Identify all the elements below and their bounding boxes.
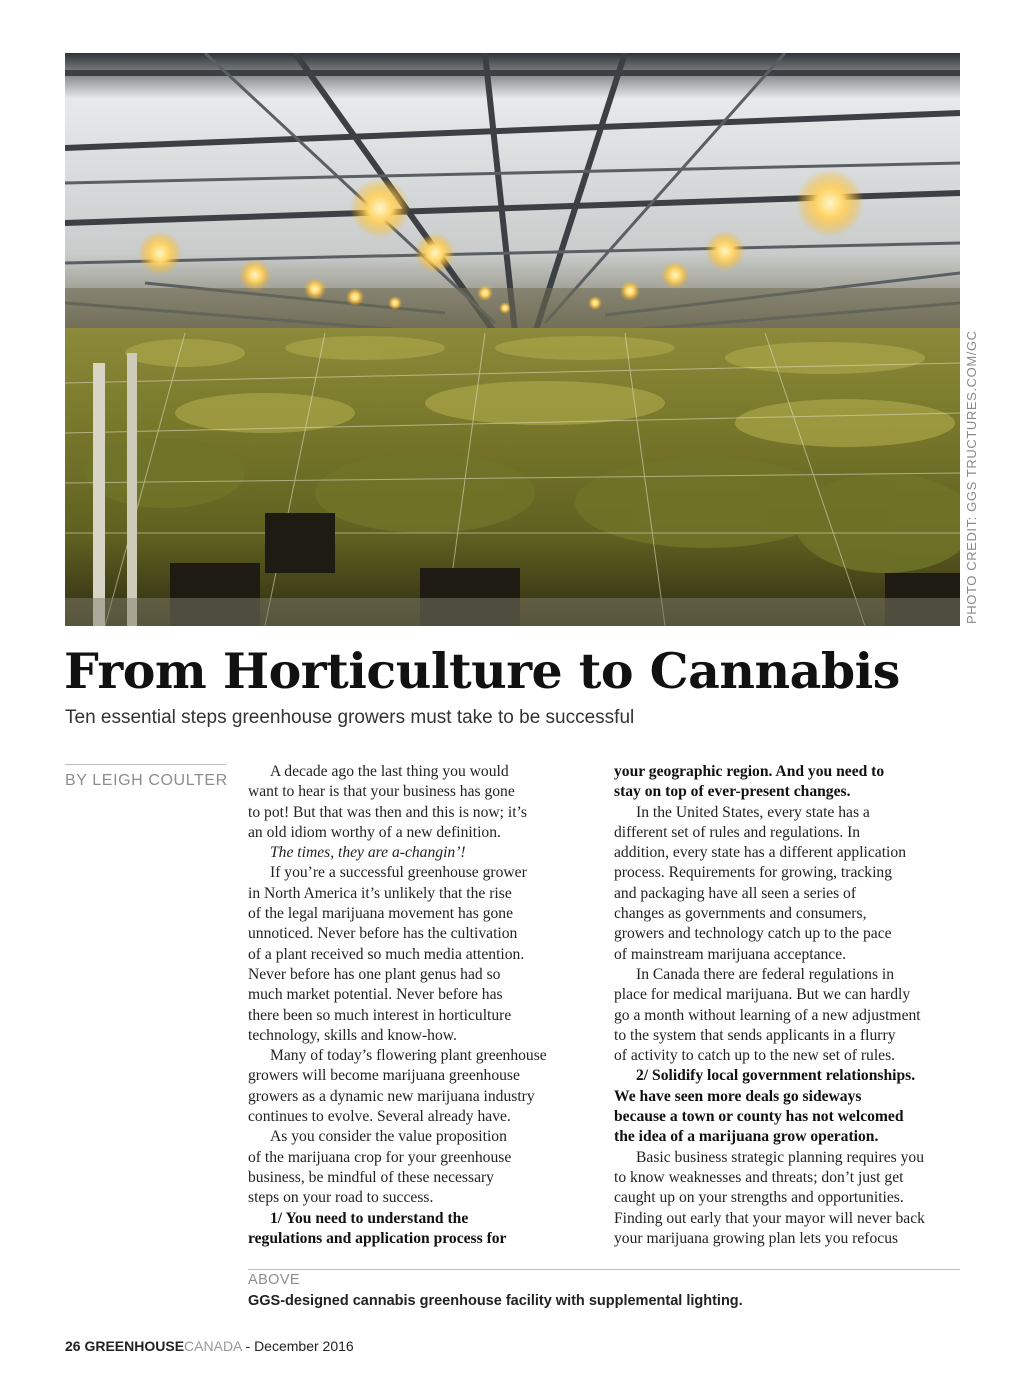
body-line: A decade ago the last thing you would <box>270 763 509 780</box>
body-line: Never before has one plant genus had so <box>248 965 501 983</box>
body-line: an old idiom worthy of a new definition. <box>248 823 501 841</box>
step-heading-line: the idea of a marijuana grow operation. <box>614 1128 879 1146</box>
caption-label: ABOVE <box>248 1272 300 1288</box>
page-number: 26 <box>65 1338 81 1354</box>
byline: BY LEIGH COULTER <box>65 772 228 789</box>
article-title: From Horticulture to Cannabis <box>64 642 900 700</box>
body-line: Basic business strategic planning requires you <box>636 1148 924 1166</box>
body-line: steps on your road to success. <box>248 1189 434 1207</box>
step-heading-line: regulations and application process for <box>248 1229 507 1247</box>
body-line: there been so much interest in horticulture <box>248 1006 512 1024</box>
body-line: growers and technology catch up to the pace <box>614 925 892 943</box>
body-line: addition, every state has a different application <box>614 844 906 862</box>
body-line: Many of today’s flowering plant greenhouse <box>270 1047 547 1065</box>
body-line: of the marijuana crop for your greenhouse <box>248 1148 512 1166</box>
body-line: As you consider the value proposition <box>270 1128 507 1146</box>
body-line: process. Requirements for growing, tracking <box>614 864 893 882</box>
body-line: caught up on your strengths and opportunities. <box>614 1189 904 1207</box>
body-line: business, be mindful of these necessary <box>248 1168 494 1186</box>
step-heading-line: your geographic region. And you need to <box>614 763 885 780</box>
body-line: your marijuana growing plan lets you refocus <box>614 1229 899 1247</box>
byline-rule <box>65 764 226 765</box>
body-line: continues to evolve. Several already have. <box>248 1108 511 1126</box>
step-heading-line: because a town or county has not welcomed <box>614 1108 904 1126</box>
body-line: unnoticed. Never before has the cultivation <box>248 925 518 943</box>
magazine-name: GREENHOUSE <box>84 1338 185 1354</box>
step-heading-line: We have seen more deals go sideways <box>614 1087 862 1105</box>
greenhouse-photo <box>65 53 960 626</box>
page-footer <box>65 1336 354 1356</box>
body-line: different set of rules and regulations. In <box>614 823 861 841</box>
body-line: Finding out early that your mayor will never back <box>614 1209 925 1227</box>
body-line: want to hear is that your business has gone <box>248 783 515 801</box>
caption-text: GGS-designed cannabis greenhouse facility with supplemental lighting. <box>248 1293 743 1309</box>
body-line: changes as governments and consumers, <box>614 905 867 923</box>
body-line: much market potential. Never before has <box>248 986 503 1004</box>
article-subtitle: Ten essential steps greenhouse growers must take to be successful <box>65 707 635 728</box>
body-line: of a plant received so much media attention. <box>248 945 525 963</box>
body-column-left <box>248 762 578 1249</box>
body-line: In Canada there are federal regulations in <box>636 965 895 983</box>
photo-credit: PHOTO CREDIT: GGS TRUCTURES.COM/GC <box>964 330 979 624</box>
body-line: to pot! But that was then and this is now; it’s <box>248 803 527 821</box>
body-line: of mainstream marijuana acceptance. <box>614 945 847 963</box>
magazine-name-suffix: CANADA <box>184 1338 242 1354</box>
body-line: place for medical marijuana. But we can hardly <box>614 986 911 1004</box>
body-line: growers will become marijuana greenhouse <box>248 1067 520 1085</box>
body-line: in North America it’s unlikely that the rise <box>248 884 512 902</box>
body-line: and packaging have all seen a series of <box>614 884 857 902</box>
body-line: growers as a dynamic new marijuana industry <box>248 1087 535 1105</box>
body-line: to the system that sends applicants in a flurry <box>614 1026 896 1044</box>
step-heading-line: stay on top of ever-present changes. <box>614 783 851 801</box>
body-line: go a month without learning of a new adjustment <box>614 1006 921 1024</box>
caption-rule <box>248 1269 960 1270</box>
step-heading-line: 2/ Solidify local government relationships. <box>636 1067 916 1085</box>
body-line: If you’re a successful greenhouse grower <box>270 864 527 882</box>
body-line: to know weaknesses and threats; don’t just get <box>614 1168 904 1186</box>
body-column-right <box>614 762 966 1249</box>
issue-date: - December 2016 <box>245 1338 354 1354</box>
step-heading-line: 1/ You need to understand the <box>270 1209 469 1227</box>
body-line: The times, they are a-changin’! <box>270 844 466 862</box>
body-line: In the United States, every state has a <box>636 803 870 821</box>
body-line: of activity to catch up to the new set of rules. <box>614 1047 896 1065</box>
body-line: of the legal marijuana movement has gone <box>248 905 514 923</box>
body-line: technology, skills and know-how. <box>248 1026 457 1044</box>
